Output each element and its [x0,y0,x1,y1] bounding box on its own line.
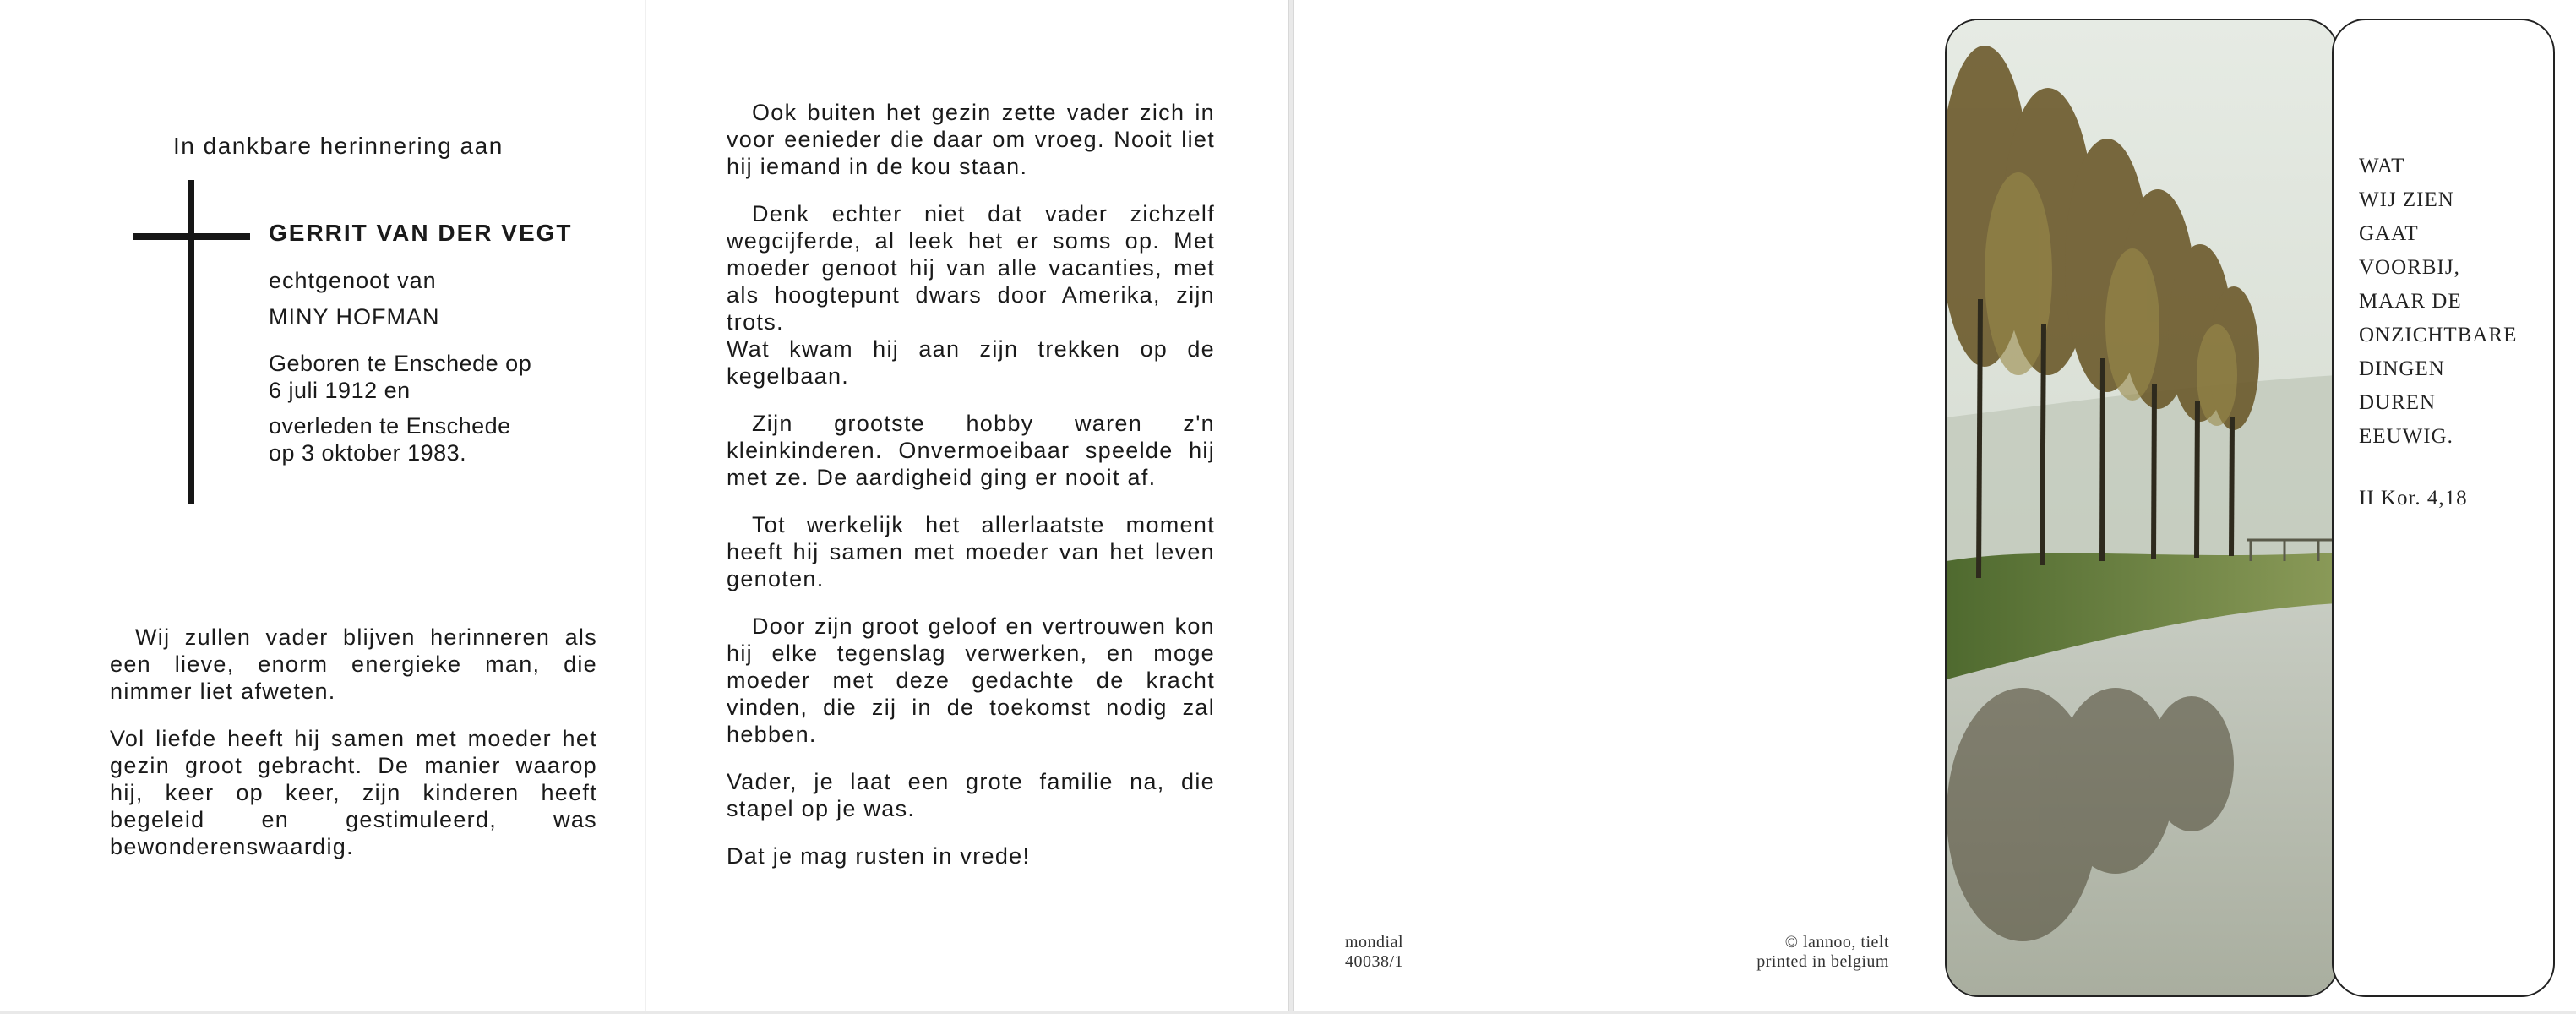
verse-line: WIJ ZIEN [2359,188,2454,211]
misty-canal-trees-illustration [1947,20,2337,995]
publisher-name: mondial [1345,933,1404,951]
cross-icon [188,180,194,504]
paragraph: Wat kwam hij aan zijn trekken op de kegelbaan. [727,336,1215,389]
verse-line: EEUWIG. [2359,425,2453,448]
paragraph: Dat je mag rusten in vrede! [727,843,1031,869]
paragraph: Denk echter niet dat vader zichzelf wegcijferde, al leek het er soms op. Met moeder genoot hij van alle vacanties, met als hoogtepunt dwars door Amerika, zijn trots. [727,201,1215,335]
printer-credit [1690,933,1889,972]
death-details [269,412,511,466]
memorial-text-column-2 [727,99,1215,870]
verse-line: WAT [2359,155,2405,177]
verse-reference: II Kor. 4,18 [2359,487,2468,510]
copyright-line: © lannoo, tielt [1784,933,1889,951]
verse-line: DUREN [2359,391,2437,414]
fold-line [645,0,646,1011]
paragraph: Tot werkelijk het allerlaatste moment heeft hij samen met moeder van het leven genoten. [727,512,1215,592]
bible-verse [2359,150,2517,454]
death-line-1: overleden te Enschede [269,413,511,439]
intro-text: In dankbare herinnering aan [173,133,504,159]
paragraph: Zijn grootste hobby waren z'n kleinkinderen. Onvermoeibaar speelde hij met ze. De aardigheid ging er nooit af. [727,411,1215,490]
paragraph: Vader, je laat een grote familie na, die stapel op je was. [727,769,1215,821]
verse-line: ONZICHTBARE [2359,324,2518,346]
paragraph: Ook buiten het gezin zette vader zich in voor eenieder die daar om vroeg. Nooit liet hij iemand in de kou staan. [727,100,1215,179]
spouse-name: MINY HOFMAN [269,304,440,330]
birth-details [269,350,531,404]
verse-line: VOORBIJ, [2359,256,2460,279]
birth-line-1: Geboren te Enschede op [269,351,532,376]
publisher-code [1345,933,1403,972]
birth-line-2: 6 juli 1912 en [269,378,411,403]
death-line-2: op 3 oktober 1983. [269,440,467,466]
paragraph: Vol liefde heeft hij samen met moeder het gezin groot gebracht. De manier waarop hij, keer op keer, zijn kinderen heeft begeleid en gestimuleerd, was bewonderenswaardig. [110,726,597,859]
verse-line: DINGEN [2359,357,2445,380]
verse-line: GAAT [2359,222,2419,245]
publisher-number: 40038/1 [1345,952,1404,971]
landscape-photo [1945,19,2339,997]
paragraph: Wij zullen vader blijven herinneren als een lieve, enorm energieke man, die nimmer liet afweten. [110,624,597,704]
memorial-text-column-1 [110,624,597,860]
printed-in-line: printed in belgium [1756,952,1889,971]
paragraph: Door zijn groot geloof en vertrouwen kon hij elke tegenslag verwerken, en moge moeder met deze gedachte de kracht vinden, die zij in de toekomst nodig zal hebben. [727,613,1215,747]
verse-line: MAAR DE [2359,290,2462,313]
deceased-name: GERRIT VAN DER VEGT [269,220,573,246]
cross-icon-bar [133,233,250,240]
spouse-label: echtgenoot van [269,268,437,293]
